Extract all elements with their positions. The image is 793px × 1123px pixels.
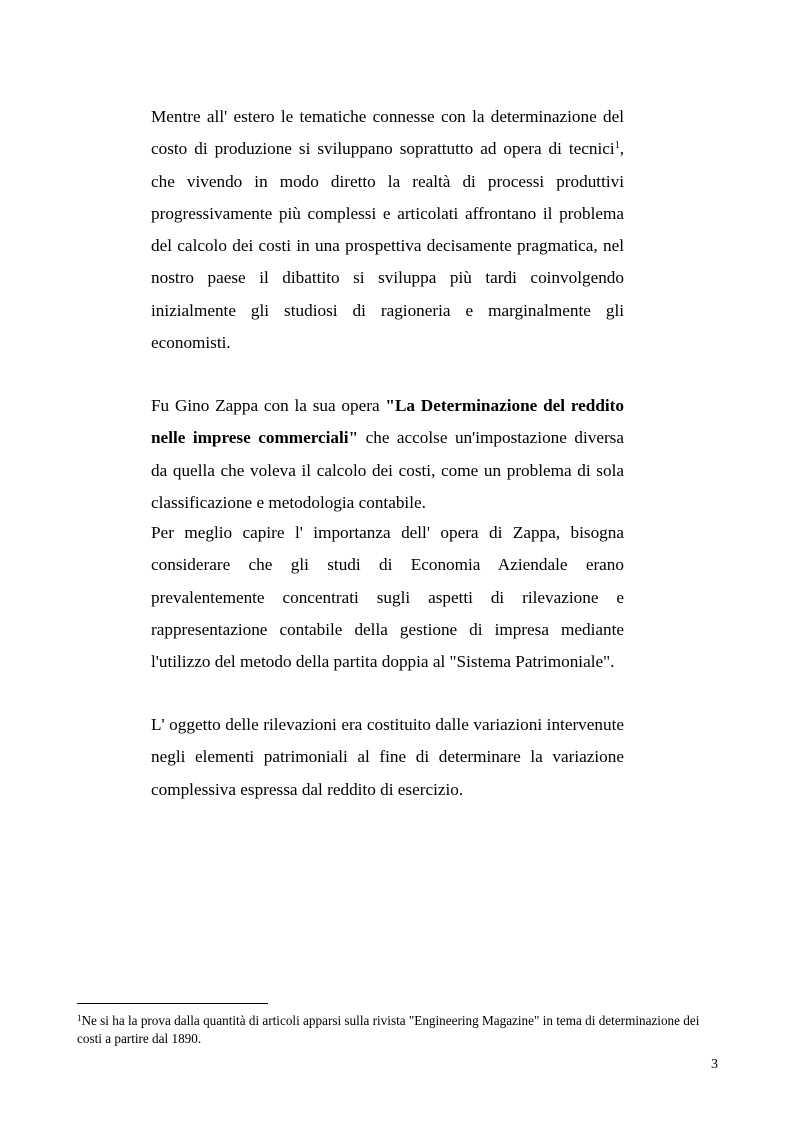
page-number: 3 — [711, 1057, 718, 1072]
footnote-separator — [77, 1003, 268, 1004]
paragraph-2-text-end: che accolse un'impostazione diversa da quella che voleva il calcolo dei costi, come un problema di sola classificazione e metodologia contabile. — [151, 428, 624, 512]
footnote-text: Ne si ha la prova dalla quantità di articoli apparsi sulla rivista "Engineering Magazine" in tema di determinazione dei costi a partire dal 1890. — [77, 1013, 700, 1046]
book-title-bold: "La Determinazione del reddito nelle imprese commerciali" — [151, 396, 624, 448]
paragraph-1 — [151, 101, 624, 359]
paragraph-2 — [151, 390, 624, 519]
paragraph-1-text-end: , che vivendo in modo diretto la realtà di processi produttivi progressivamente più complessi e articolati affrontano il problema del calcolo dei costi in una prospettiva decisamente pragmatica, nel nostro paese il dibattito si sviluppa più tardi coinvolgendo inizialmente gli studiosi di ragioneria e marginalmente gli economisti. — [151, 139, 624, 353]
footnote — [77, 1012, 717, 1048]
footnote-marker: 1 — [77, 1013, 82, 1023]
paragraph-3: Per meglio capire l' importanza dell' opera di Zappa, bisogna considerare che gli studi di Economia Aziendale erano prevalentemente concentrati sugli aspetti di rilevazione e rappresentazione contabile della gestione di impresa mediante l'utilizzo del metodo della partita doppia al "Sistema Patrimoniale". — [151, 523, 624, 672]
paragraph-4: L' oggetto delle rilevazioni era costituito dalle variazioni intervenute negli elementi patrimoniali al fine di determinare la variazione complessiva espressa dal reddito di esercizio. — [151, 715, 624, 799]
footnote-reference-marker: 1 — [614, 140, 620, 152]
paragraph-2-text-start: Fu Gino Zappa con la sua opera — [151, 396, 386, 415]
paragraph-1-text-start: Mentre all' estero le tematiche connesse con la determinazione del costo di produzione si sviluppano soprattutto ad opera di tecnici — [151, 107, 624, 159]
